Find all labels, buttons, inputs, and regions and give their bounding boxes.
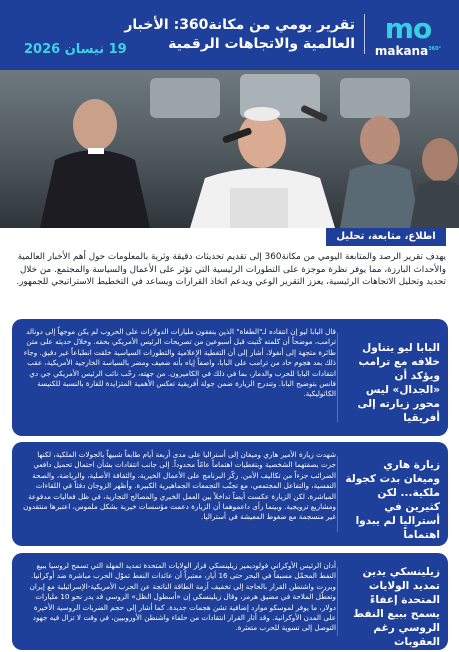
news-card-pope bbox=[12, 319, 448, 436]
logo-mark: mo bbox=[384, 12, 432, 45]
card-divider bbox=[337, 567, 338, 636]
photo-illustration bbox=[0, 70, 459, 228]
report-header bbox=[0, 0, 459, 70]
report-date: 19 نيسان 2026 bbox=[24, 42, 127, 57]
news-card-harry-meghan bbox=[12, 442, 448, 546]
card-heading: زيارة هاري وميغان بدت كجولة ملكية... لكن كثيرين في أستراليا لم يبدوا اهتماماً bbox=[345, 459, 440, 541]
report-title: تقرير يومي من مكانة360: الأخبار العالمية والاتجاهات الرقمية bbox=[124, 17, 355, 52]
card-body: أدان الرئيس الأوكراني فولوديمير زيلينسكي قرار الولايات المتحدة تمديد المهلة التي تسمح لروسيا ببيع النفط المحمّل مسبقاً في البحر حتى 16 أيار، معتبراً أن عائدات النفط تموّل الحرب مباشرة ضد أوكرانيا. وبررت واشنطن القرار بالحاجة إلى تخفيف أزمة الطاقة الناتجة عن الحرب الأمريكية-الإسرائيلية مع إيران وتعطّل الملاحة في مضيق هرمز، وقال زيلينسكي إن «أسطول الظل» الروسي قد يدر نحو 10 مليارات دولار، ما يوفر لموسكو موارد إضافية تشن هجمات جديدة. كما أشار إلى حجم الضربات الروسية الأخيرة على المدن الأوكرانية. وقد أثار القرار انتقادات من حلفاء واشنطن الأوروبيين، في وقت لا تزال فيه جهود التوصل إلى تسوية للحرب متعثرة. bbox=[29, 561, 336, 633]
card-heading: زيلينسكي يدين تمديد الولايات المتحدة إعفاءً يسمح ببيع النفط الروسي رغم العقوبات bbox=[353, 566, 440, 648]
news-card-zelensky bbox=[12, 553, 448, 650]
news-photo bbox=[0, 70, 459, 228]
intro-paragraph: يهدف تقرير الرصد والمتابعة اليومي من مكانة360 إلى تقديم تحديثات دقيقة وثرية بالمعلومات حول أهم الأخبار العالمية والأحداث البارزة، مما يوفر نظرة موجزة على التطورات الرئيسية التي تؤثر على الأعمال والسياسة والمجتمع. من خلال تحديد وتحليل الاتجاهات الرئيسية، يعزز التقرير الوعي ويدعم اتخاذ القرارات ويساعد في التخطيط الاستراتيجي للجمهور. bbox=[16, 252, 446, 288]
tagline: اطلاع، متابعة، تحليل bbox=[326, 228, 446, 246]
logo-divider bbox=[364, 14, 365, 54]
card-body: شهدت زيارة الأمير هاري وميغان إلى أستراليا على مدى أربعة أيام طابعاً شبيهاً بالجولات الملكية، لكنها جرت بصفتهما الشخصية وبتغطيات اهتماماً عامّاً محدوداً. إلى جانب انتقادات بشأن احتمال تحميل دافعي الضرائب جزءاً من تكاليف الأمن. ركّز البرنامج على الأعمال الخيرية، والثقافة الأصلية، والرياضة، والصحة النفسية، والتفاعل المجتمعي، مع تجنّب التجمعات الجماهيرية الكبيرة. وأظهر الزوجان دفئاً في اللقاءات المباشرة، لكن الزيارة عكست أيضاً تداخلاً بين العمل الخيري والمصالح التجارية، في ظل فعاليات مدفوعة ومشاريع ترويجية. وبينما رأى داعموهما أن الزيارة دعمت مؤسسات خيرية بشكل ملموس، اعتبرها منتقدون غير منسجمة مع ضغوط المعيشة في أستراليا. bbox=[23, 450, 336, 522]
card-divider bbox=[337, 333, 338, 422]
makana-logo bbox=[369, 12, 447, 64]
card-heading: البابا ليو يتناول خلافه مع ترامب ويؤكد أن «الجدال» ليس محور زيارته إلى أفريقيا bbox=[357, 342, 440, 424]
card-divider bbox=[337, 456, 338, 532]
logo-wordmark: makana$^{360^\circ}$ bbox=[374, 44, 442, 58]
card-body: قال البابا ليو إن انتقاده لـ"الطغاة" الذين ينفقون مليارات الدولارات على الحروب لم يكن موجهاً إلى دونالد ترامب، موضحاً أن كلمته كُتبت قبل أسبوعين من تصريحات الرئيس الأمريكي بحقه. وخلال حديثه على متن طائرة متجهة إلى أنغولا، أشار إلى أن التغطية الإعلامية والتطورات السياسية خلقت انطباعاً غير دقيق. وجاء ذلك بعد هجوم حاد من ترامب على البابا، واصفاً إياه بأنه ضعيف ومضر بالسياسة الخارجية الأمريكية، عقب انتقادات البابا للحرب والدمار، بما في ذلك في الكاميرون. من جهته، رحّب نائب الرئيس الأمريكي جي دي فانس بتوضيح البابا. وتندرج الزيارة ضمن جولة أفريقية تعكس الأهمية المتزايدة للقارة بالنسبة للكنيسة الكاثوليكية. bbox=[23, 327, 336, 399]
